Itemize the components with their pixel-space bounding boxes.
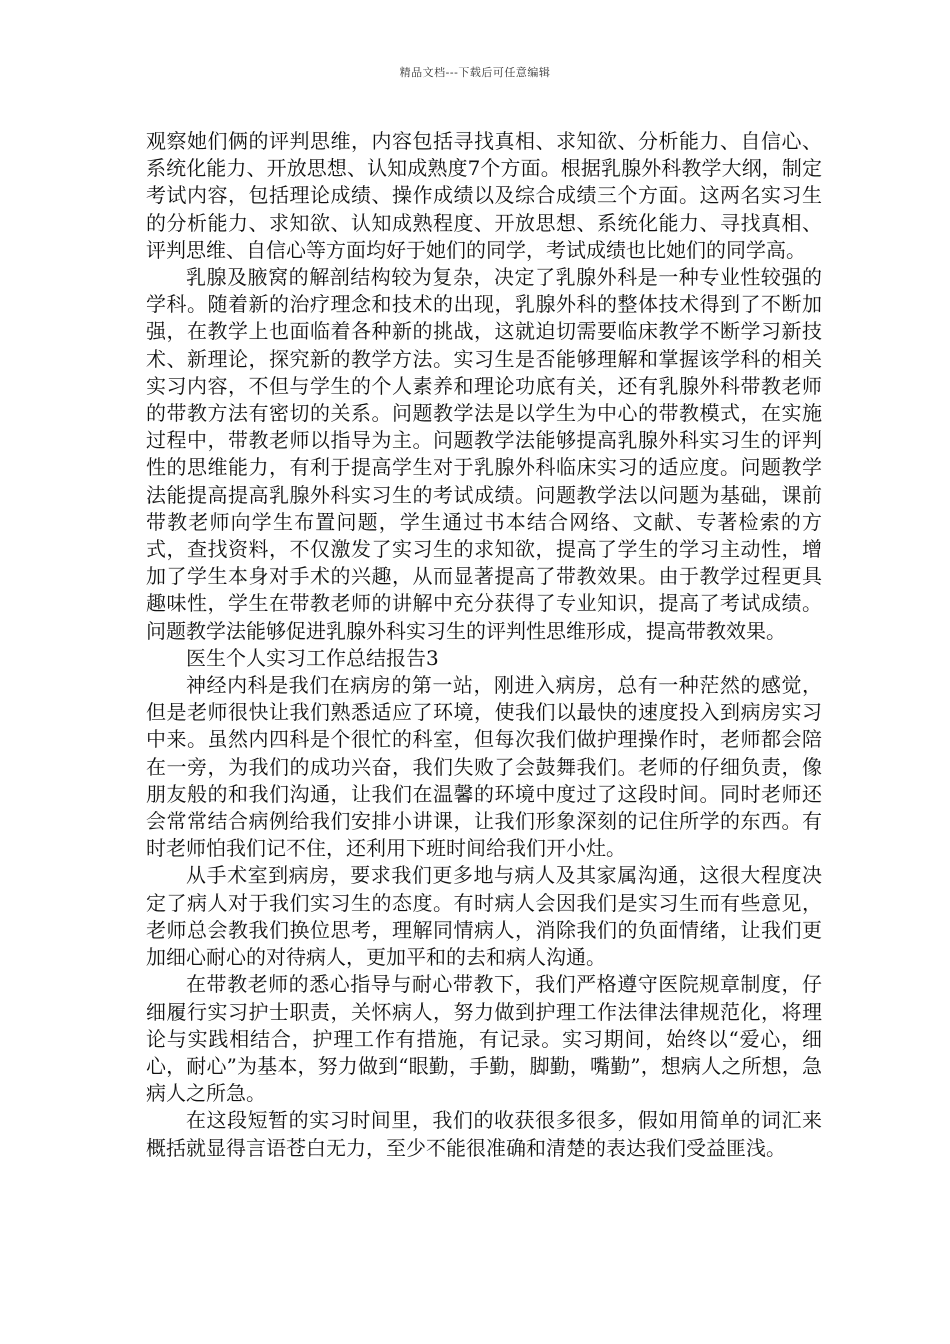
paragraph-2: 乳腺及腋窝的解剖结构较为复杂，决定了乳腺外科是一种专业性较强的学科。随着新的治疗理念和技术的出现，乳腺外科的整体技术得到了不断加强，在教学上也面临着各种新的挑战，这就迫切需要临床教学不断学习新技术、新理论，探究新的教学方法。实习生是否能够理解和掌握该学科的相关实习内容，不但与学生的个人素养和理论功底有关，还有乳腺外科带教老师的带教方法有密切的关系。问题教学法是以学生为中心的带教模式，在实施过程中，带教老师以指导为主。问题教学法能够提高乳腺外科实习生的评判性的思维能力，有利于提高学生对于乳腺外科临床实习的适应度。问题教学法能提高提高乳腺外科实习生的考试成绩。问题教学法以问题为基础，课前带教老师向学生布置问题，学生通过书本结合网络、文献、专著检索的方式，查找资料，不仅激发了实习生的求知欲，提高了学生的学习主动性，增加了学生本身对手术的兴趣，从而显著提高了带教效果。由于教学过程更具趣味性，学生在带教老师的讲解中充分获得了专业知识，提高了考试成绩。问题教学法能够促进乳腺外科实习生的评判性思维形成，提高带教效果。 [146,265,822,643]
paragraph-3: 神经内科是我们在病房的第一站，刚进入病房，总有一种茫然的感觉，但是老师很快让我们熟悉适应了环境，使我们以最快的速度投入到病房实习中来。虽然内四科是个很忙的科室，但每次我们做护理操作时，老师都会陪在一旁，为我们的成功兴奋，我们失败了会鼓舞我们。老师的仔细负责，像朋友般的和我们沟通，让我们在温馨的环境中度过了这段时间。同时老师还会常常结合病例给我们安排小讲课，让我们形象深刻的记住所学的东西。有时老师怕我们记不住，还利用下班时间给我们开小灶。 [146,673,822,861]
paragraph-1: 观察她们俩的评判思维，内容包括寻找真相、求知欲、分析能力、自信心、系统化能力、开放思想、认知成熟度7个方面。根据乳腺外科教学大纲，制定考试内容，包括理论成绩、操作成绩以及综合成绩三个方面。这两名实习生的分析能力、求知欲、认知成熟程度、开放思想、系统化能力、寻找真相、评判思维、自信心等方面均好于她们的同学，考试成绩也比她们的同学高。 [146,129,822,262]
paragraph-4: 从手术室到病房，要求我们更多地与病人及其家属沟通，这很大程度决定了病人对于我们实习生的态度。有时病人会因我们是实习生而有些意见，老师总会教我们换位思考，理解同情病人，消除我们的负面情绪，让我们更加细心耐心的对待病人，更加平和的去和病人沟通。 [146,863,822,970]
page-header: 精品文档---下载后可任意编辑 [399,66,551,79]
section-heading: 医生个人实习工作总结报告3 [186,645,439,670]
document-body [146,128,822,1162]
paragraph-5: 在带教老师的悉心指导与耐心带教下，我们严格遵守医院规章制度，仔细履行实习护士职责，关怀病人，努力做到护理工作法律法律规范化，将理论与实践相结合，护理工作有措施，有记录。实习期间，始终以“爱心，细心，耐心”为基本，努力做到“眼勤，手勤，脚勤，嘴勤”，想病人之所想，急病人之所急。 [146,972,822,1106]
paragraph-6: 在这段短暂的实习时间里，我们的收获很多很多，假如用简单的词汇来概括就显得言语苍白无力，至少不能很准确和清楚的表达我们受益匪浅。 [146,1108,822,1160]
